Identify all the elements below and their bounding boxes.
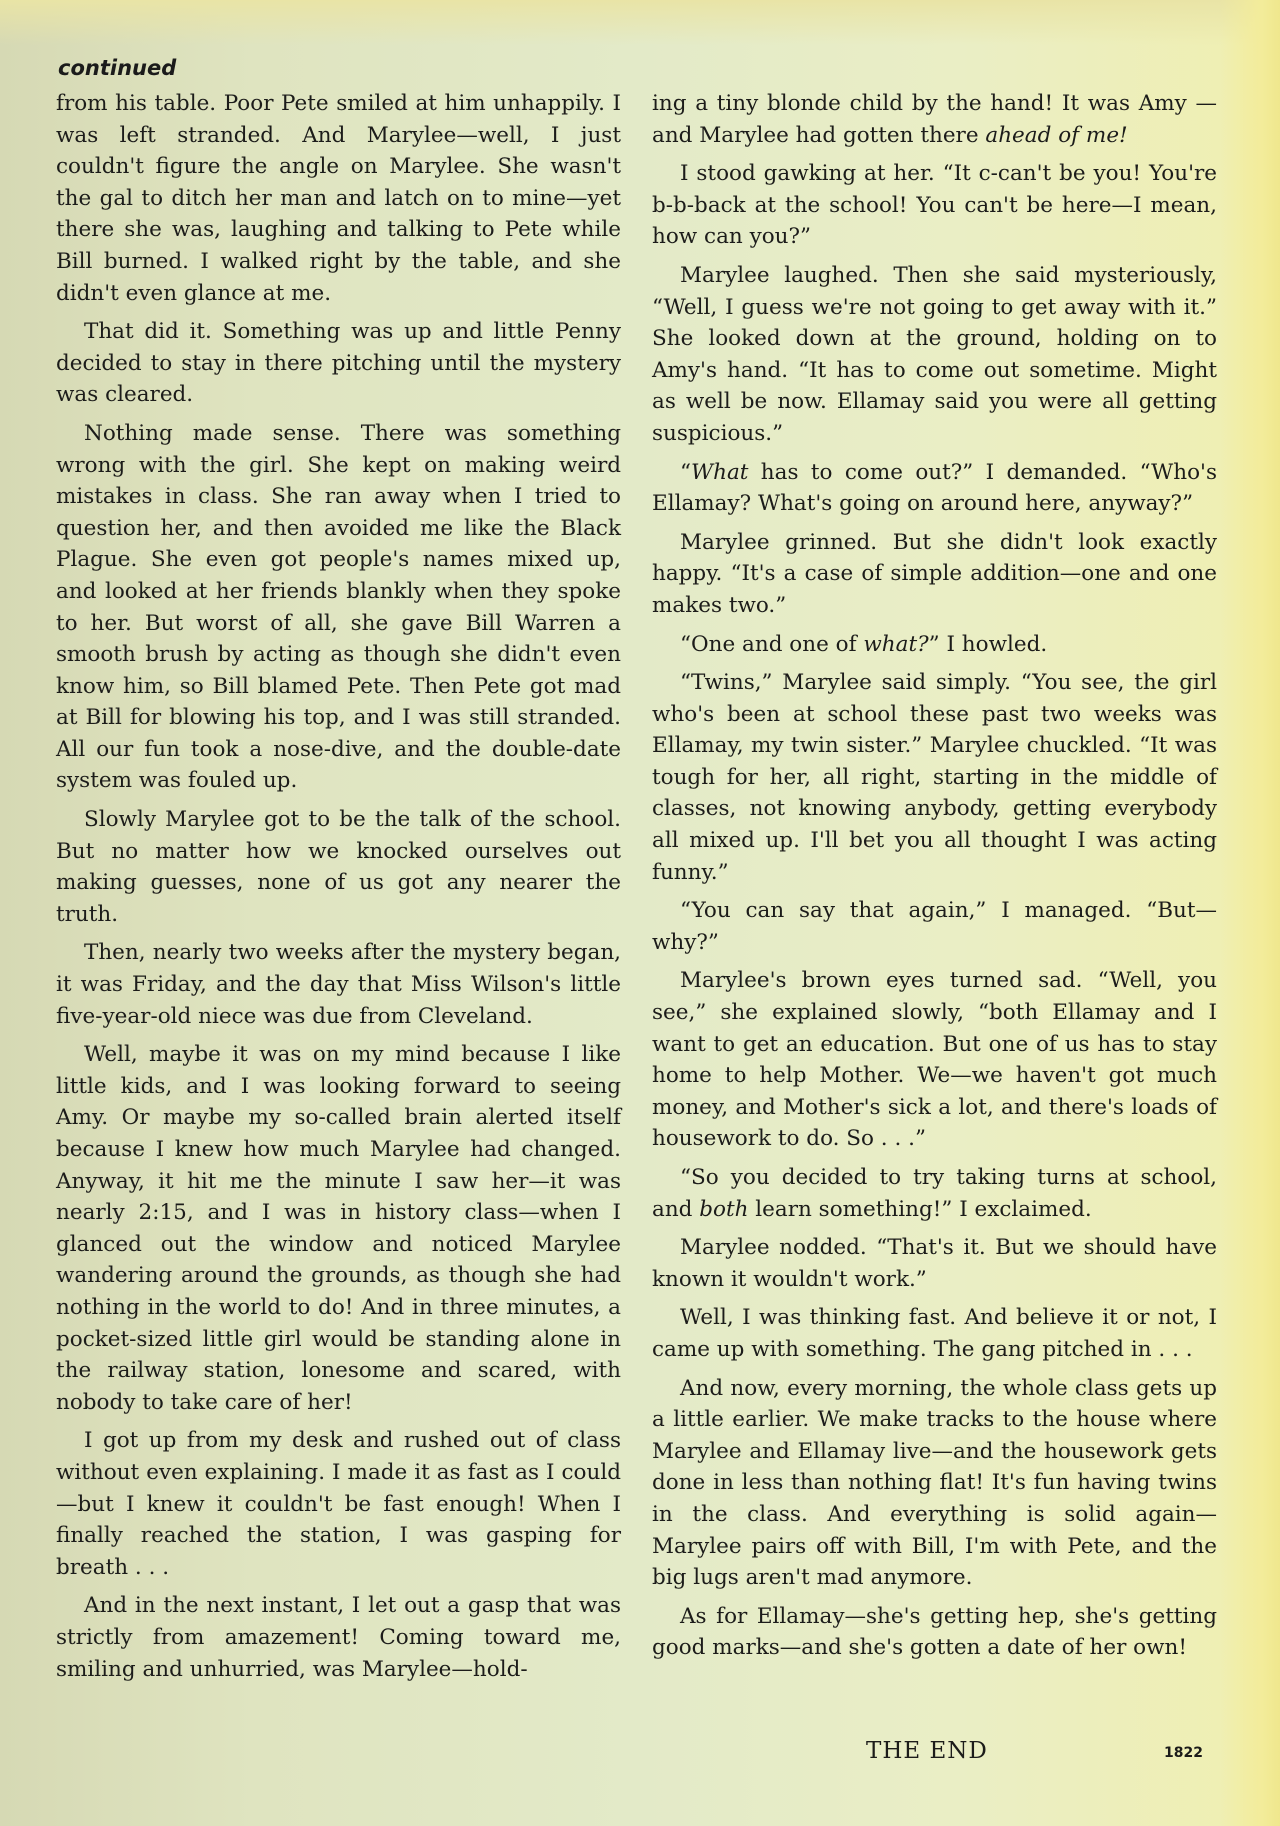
- paragraph: Marylee's brown eyes turned sad. “Well, you see,” she explained slowly, “both Ellamay and I want to get an education. But one of us has to stay home to help Mother. We—we haven't got much money, and Mother's sick a lot, and there's loads of housework to do. So . . .”: [652, 968, 1217, 1152]
- continued-label: continued: [58, 56, 177, 80]
- paragraph: [652, 457, 1217, 520]
- paragraph-italic: both: [699, 1196, 749, 1222]
- paragraph: And in the next instant, I let out a gasp that was strictly from amazement! Coming toward me, smiling and unhurried, was Marylee—hold-: [56, 1593, 621, 1682]
- paragraph: “You can say that again,” I managed. “But—why?”: [652, 898, 1217, 955]
- paragraph: “Twins,” Marylee said simply. “You see, the girl who's been at school these past two weeks was Ellamay, my twin sister.” Marylee chuckled. “It was tough for her, all right, starting in the middle of classes, not knowing anybody, getting everybody all mixed up. I'll bet you all thought I was acting funny.”: [652, 670, 1217, 885]
- paragraph-italic: what?: [863, 631, 929, 657]
- paragraph: from his table. Poor Pete smiled at him unhappily. I was left stranded. And Marylee—well, I just couldn't figure the angle on Marylee. She wasn't the gal to ditch her man and latch on to mine—yet there she was, laughing and talking to Pete while Bill burned. I walked right by the table, and she didn't even glance at me.: [56, 91, 621, 306]
- paragraph: Marylee nodded. “That's it. But we should have known it wouldn't work.”: [652, 1235, 1217, 1292]
- paragraph: I got up from my desk and rushed out of class without even explaining. I made it as fast as I could—but I knew it couldn't be fast enough! When I finally reached the station, I was gasping for breath . . .: [56, 1428, 621, 1580]
- paragraph: Slowly Marylee got to be the talk of the school. But no matter how we knocked ourselves out making guesses, none of us got any nearer the truth.: [56, 807, 621, 927]
- left-text-column: [56, 88, 621, 1692]
- paragraph: Marylee grinned. But she didn't look exactly happy. “It's a case of simple addition—one and one makes two.”: [652, 529, 1217, 618]
- paragraph: As for Ellamay—she's getting hep, she's getting good marks—and she's gotten a date of her own!: [652, 1603, 1217, 1661]
- paragraph: Marylee laughed. Then she said mysteriously, “Well, I guess we're not going to get away with it.” She looked down at the ground, holding on to Amy's hand. “It has to come out sometime. Might as well be now. Ellamay said you were all getting suspicious.”: [652, 262, 1217, 446]
- page-code: 1822: [1164, 1745, 1203, 1761]
- paragraph: [652, 88, 1217, 151]
- paragraph: Nothing made sense. There was something wrong with the girl. She kept on making weird mistakes in class. She ran away when I tried to question her, and then avoided me like the Black Plague. She even got people's names mixed up, and looked at her friends blankly when they spoke to her. But worst of all, she gave Bill Warren a smooth brush by acting as though she didn't even know him, so Bill blamed Pete. Then Pete got mad at Bill for blowing his top, and I was still stranded. All our fun took a nose-dive, and the double-date system was fouled up.: [56, 420, 621, 794]
- paper-top-edge: [0, 0, 1280, 45]
- paragraph: And now, every morning, the whole class gets up a little earlier. We make tracks to the house where Marylee and Ellamay live—and the housework gets done in less than nothing flat! It's fun having twins in the class. And everything is solid again—Marylee pairs off with Bill, I'm with Pete, and the big lugs aren't mad anymore.: [652, 1375, 1217, 1591]
- paragraph: I stood gawking at her. “It c-can't be you! You're b-b-back at the school! You can't be here—I mean, how can you?”: [652, 161, 1217, 250]
- paragraph-text: has to come out?” I demanded. “Who's Ellamay? What's going on around here, anyway?”: [652, 459, 1217, 517]
- paragraph-text: ” I howled.: [928, 631, 1048, 657]
- paragraph-text: “So you decided to try taking turns at school, and: [652, 1165, 1217, 1222]
- paper-yellow-edge: [1220, 0, 1280, 1826]
- paragraph: Well, I was thinking fast. And believe it or not, I came up with something. The gang pitched in . . .: [652, 1305, 1217, 1362]
- the-end-label: THE END: [866, 1738, 988, 1764]
- paragraph: [652, 629, 1217, 661]
- paragraph: Then, nearly two weeks after the mystery began, it was Friday, and the day that Miss Wilson's little five-year-old niece was due from Cleveland.: [56, 940, 621, 1029]
- paragraph-italic: ahead of me!: [985, 122, 1128, 148]
- paragraph-italic: What: [691, 459, 749, 485]
- paragraph-text: “One and one of: [680, 631, 864, 657]
- paragraph-text: learn something!” I exclaimed.: [748, 1196, 1092, 1222]
- paragraph-text: “: [680, 459, 691, 485]
- paragraph-text: ing a tiny blonde child by the hand! It was Amy — and Marylee had gotten there: [652, 91, 1217, 148]
- paragraph: That did it. Something was up and little Penny decided to stay in there pitching until the mystery was cleared.: [56, 319, 621, 408]
- paragraph: Well, maybe it was on my mind because I like little kids, and I was looking forward to seeing Amy. Or maybe my so-called brain alerted itself because I knew how much Marylee had changed. Anyway, it hit me the minute I saw her—it was nearly 2:15, and I was in history class—when I glanced out the window and noticed Marylee wandering around the grounds, as though she had nothing in the world to do! And in three minutes, a pocket-sized little girl would be standing alone in the railway station, lonesome and scared, with nobody to take care of her!: [56, 1042, 621, 1415]
- right-text-column: [652, 88, 1217, 1671]
- paragraph: [652, 1162, 1217, 1225]
